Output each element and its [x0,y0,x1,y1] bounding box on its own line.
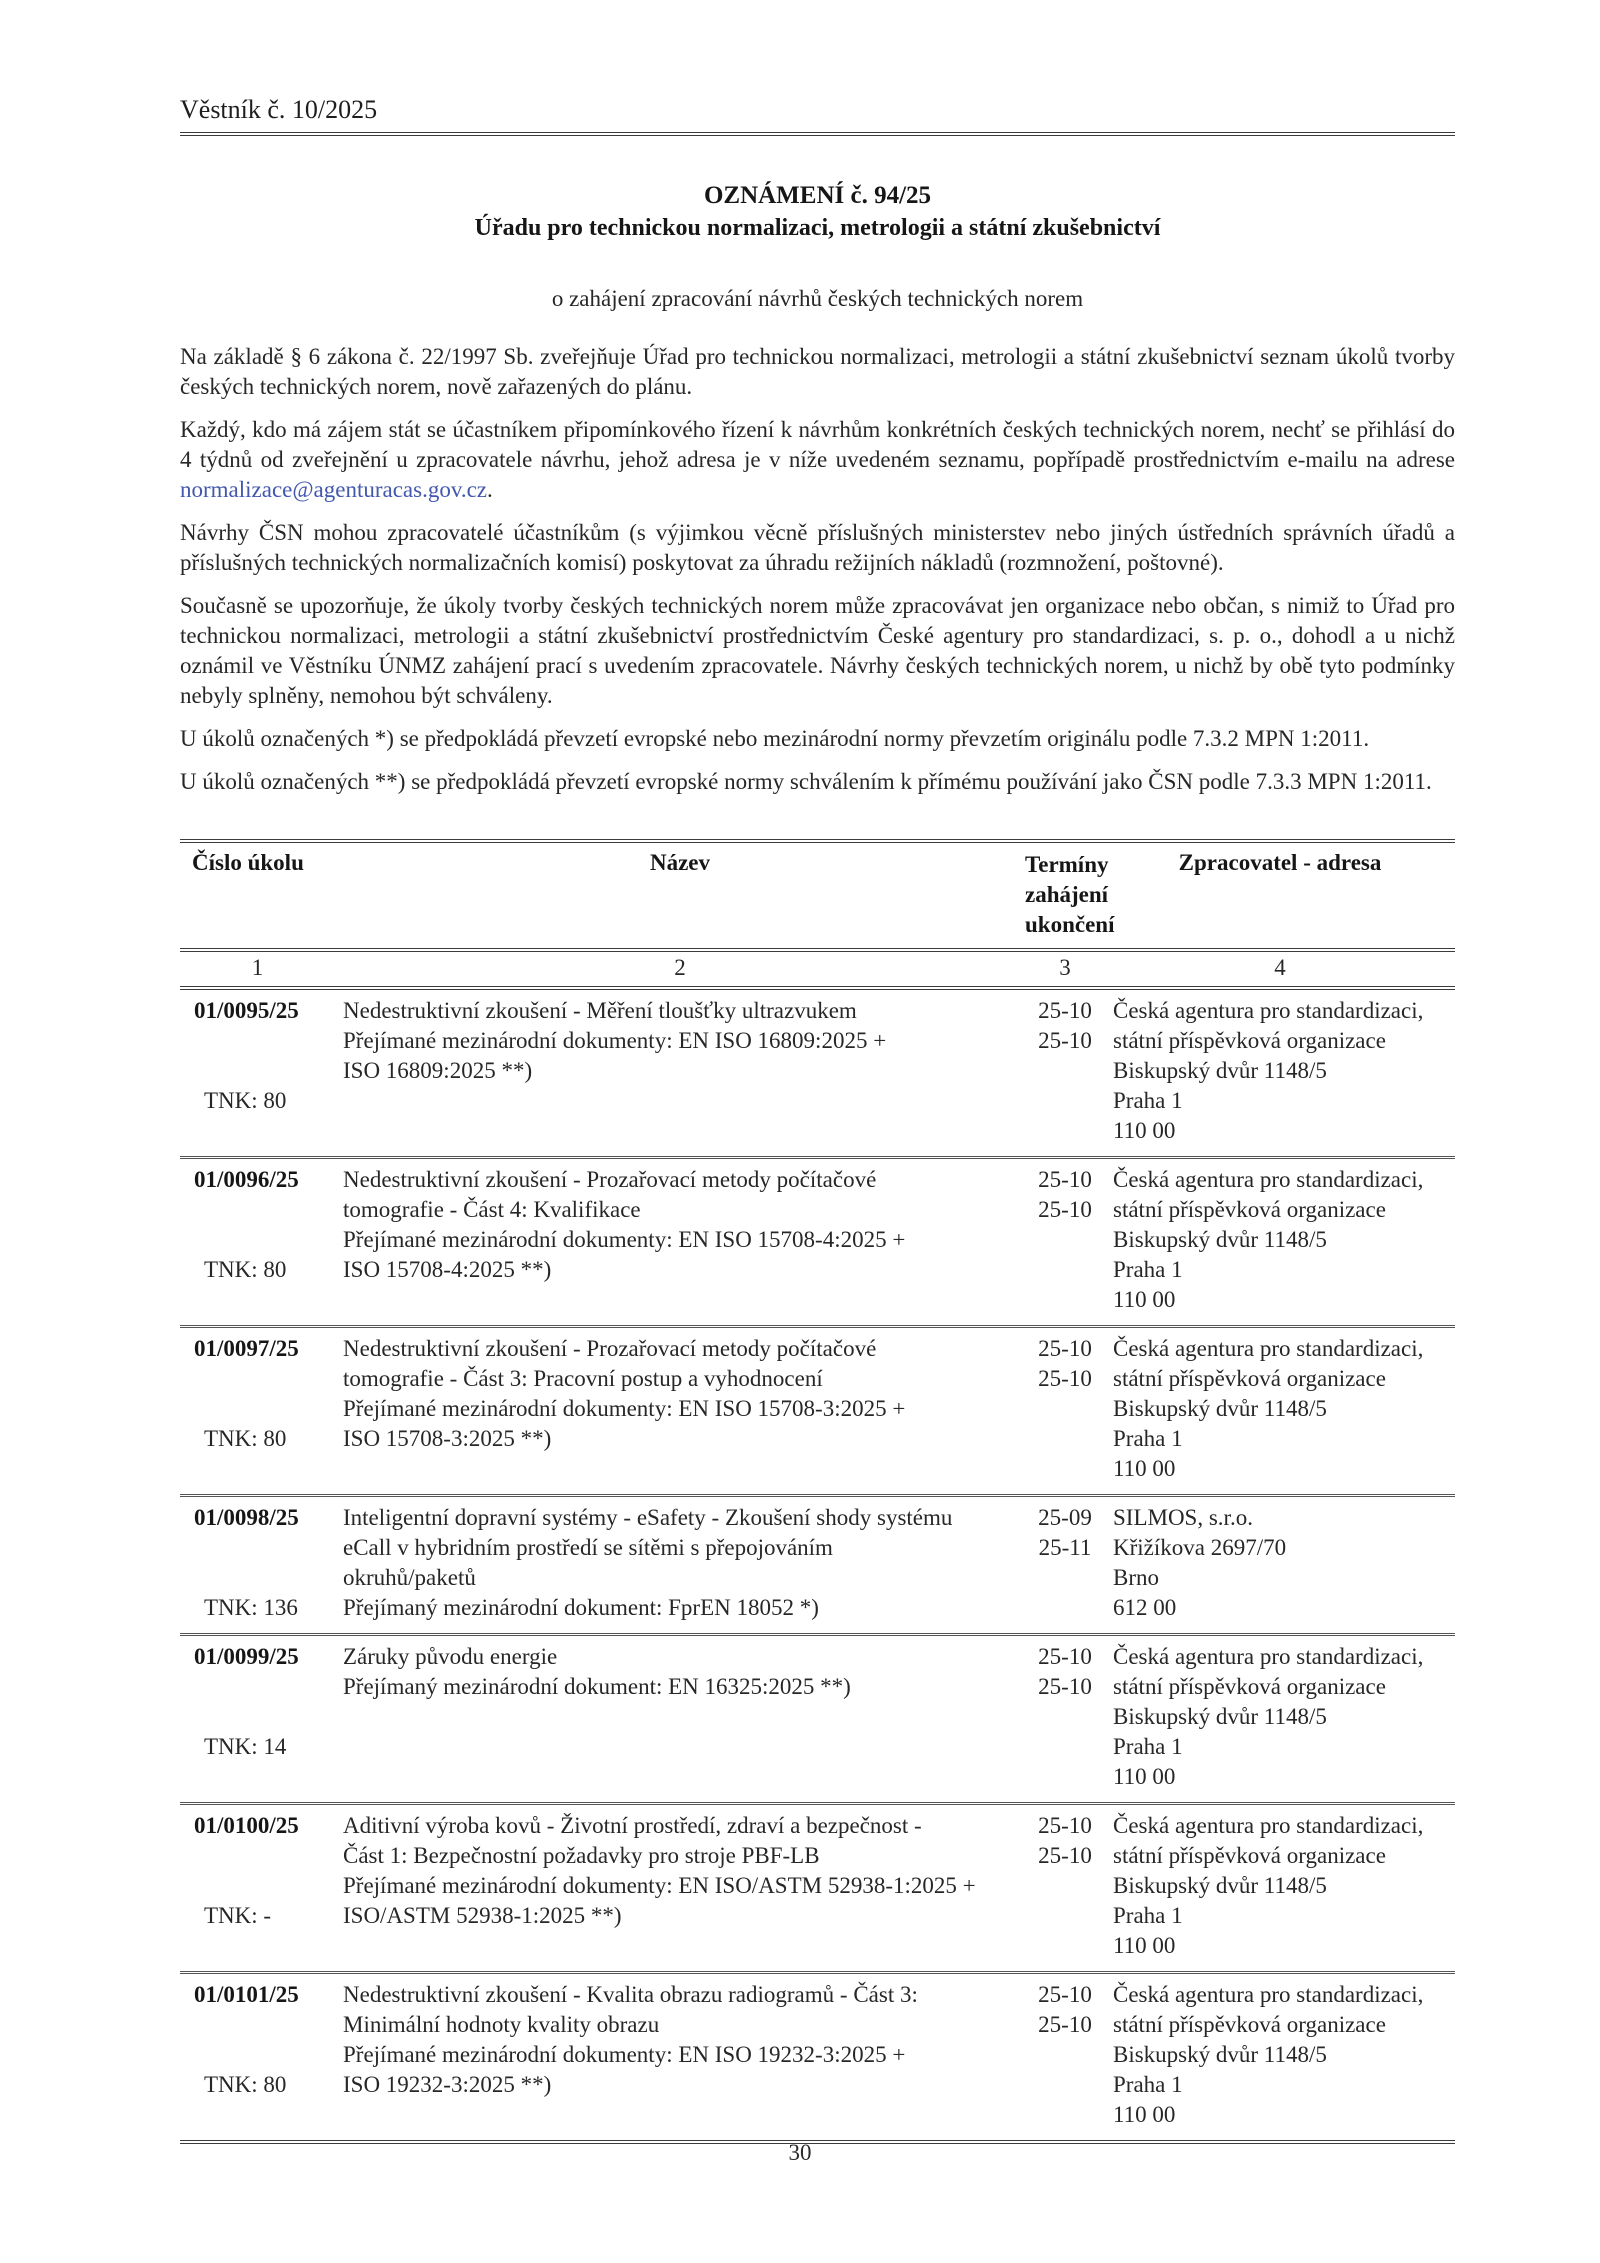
name-line: Nedestruktivní zkoušení - Prozařovací metody počítačové [343,1167,877,1192]
tnk-committee: TNK: 136 [204,1595,298,1620]
task-number: 01/0097/25 [194,1336,299,1361]
address-line: Česká agentura pro standardizaci, [1113,1167,1424,1192]
address-cell [1105,1974,1455,2140]
name-cell [335,1636,1025,1802]
term-line: 25-10 [1038,1028,1092,1053]
address-line: Praha 1 [1113,1903,1183,1928]
tnk-committee: TNK: 14 [204,1734,287,1759]
header-processor-address: Zpracovatel - adresa [1178,850,1382,875]
address-line: Biskupský dvůr 1148/5 [1113,1873,1327,1898]
terms-cell [1025,1497,1105,1633]
name-line: okruhů/paketů [343,1565,476,1590]
address-line: Biskupský dvůr 1148/5 [1113,1396,1327,1421]
table-row [180,1159,1455,1328]
name-line: Nedestruktivní zkoušení - Prozařovací metody počítačové [343,1336,877,1361]
name-line: ISO 19232-3:2025 **) [343,2072,552,2097]
header-name: Název [649,850,711,875]
address-line: Česká agentura pro standardizaci, [1113,1982,1424,2007]
table-row [180,990,1455,1159]
name-line: Záruky původu energie [343,1644,558,1669]
term-line: 25-10 [1038,1843,1092,1868]
name-line: Přejímané mezinárodní dokumenty: EN ISO/ASTM 52938-1:2025 + [343,1873,976,1898]
tnk-committee: TNK: 80 [204,1426,287,1451]
header-terms-line: zahájení [1025,882,1109,907]
terms-cell [1025,1805,1105,1971]
name-line: Minimální hodnoty kvality obrazu [343,2012,660,2037]
tasks-table [180,839,1455,2144]
column-number: 4 [1274,955,1286,980]
name-line: eCall v hybridním prostředí se sítěmi s přepojováním [343,1535,833,1560]
name-cell [335,990,1025,1156]
paragraph-legal-basis: Na základě § 6 zákona č. 22/1997 Sb. zveřejňuje Úřad pro technickou normalizaci, metrologii a státní zkušebnictví seznam úkolů tvorby českých technických norem, nově zařazených do plánu. [180,344,1455,399]
task-cell [180,990,335,1156]
masthead-title: Věstník č. 10/2025 [180,95,378,124]
address-line: státní příspěvková organizace [1113,1366,1386,1391]
tnk-committee: TNK: 80 [204,2072,287,2097]
paragraph-double-asterisk-note: U úkolů označených **) se předpokládá převzetí evropské normy schválením k přímému používání jako ČSN podle 7.3.3 MPN 1:2011. [180,769,1432,794]
name-cell [335,1805,1025,1971]
term-line: 25-09 [1038,1505,1092,1530]
name-line: Přejímaný mezinárodní dokument: EN 16325:2025 **) [343,1674,851,1699]
name-cell [335,1497,1025,1633]
terms-cell [1025,990,1105,1156]
masthead-rule [180,132,1455,136]
paragraph-asterisk-note: U úkolů označených *) se předpokládá převzetí evropské nebo mezinárodní normy převzetím originálu podle 7.3.2 MPN 1:2011. [180,726,1370,751]
task-number: 01/0095/25 [194,998,299,1023]
name-line: Inteligentní dopravní systémy - eSafety - Zkoušení shody systému [343,1505,953,1530]
term-line: 25-10 [1038,1197,1092,1222]
term-line: 25-10 [1038,1167,1092,1192]
address-line: Česká agentura pro standardizaci, [1113,1813,1424,1838]
terms-cell [1025,1974,1105,2140]
name-line: ISO 16809:2025 **) [343,1058,533,1083]
terms-cell [1025,1159,1105,1325]
task-cell [180,1805,335,1971]
address-cell [1105,1328,1455,1494]
table-row [180,1328,1455,1497]
address-line: státní příspěvková organizace [1113,1674,1386,1699]
address-line: Křižíkova 2697/70 [1113,1535,1287,1560]
column-number: 3 [1059,955,1071,980]
address-line: státní příspěvková organizace [1113,1028,1386,1053]
name-cell [335,1974,1025,2140]
task-number: 01/0098/25 [194,1505,299,1530]
table-row [180,1497,1455,1636]
address-line: státní příspěvková organizace [1113,1843,1386,1868]
task-number: 01/0100/25 [194,1813,299,1838]
address-line: Praha 1 [1113,1734,1183,1759]
page-number: 30 [788,2140,812,2165]
term-line: 25-11 [1038,1535,1092,1560]
name-line: Nedestruktivní zkoušení - Kvalita obrazu radiogramů - Část 3: [343,1982,918,2007]
tnk-committee: TNK: 80 [204,1088,287,1113]
address-line: Praha 1 [1113,1426,1183,1451]
address-line: 110 00 [1113,1287,1176,1312]
address-cell [1105,990,1455,1156]
address-line: 110 00 [1113,2102,1176,2127]
name-line: tomografie - Část 4: Kvalifikace [343,1197,641,1222]
term-line: 25-10 [1038,998,1092,1023]
term-line: 25-10 [1038,1813,1092,1838]
task-cell [180,1328,335,1494]
table-header-row [180,843,1455,952]
task-number: 01/0099/25 [194,1644,299,1669]
name-line: Část 1: Bezpečnostní požadavky pro stroje PBF-LB [343,1843,820,1868]
address-line: Česká agentura pro standardizaci, [1113,998,1424,1023]
paragraph-processing-conditions: Současně se upozorňuje, že úkoly tvorby českých technických norem může zpracovávat jen organizace nebo občan, s nimiž to Úřad pro technickou normalizaci, metrologii a státní zkušebnictví prostřednictvím České agentury pro standardizaci, s. p. o., dohodl a u nichž oznámil ve Věstníku ÚNMZ zahájení prací s uvedením zpracovatele. Návrhy českých technických norem, u nichž by obě tyto podmínky nebyly splněny, nemohou být schváleny. [180,593,1455,708]
task-cell [180,1159,335,1325]
name-line: tomografie - Část 3: Pracovní postup a vyhodnocení [343,1366,823,1391]
address-line: státní příspěvková organizace [1113,1197,1386,1222]
paragraph-participation [180,415,1455,505]
header-terms-line: Termíny [1025,852,1109,877]
column-number-row [180,952,1455,990]
term-line: 25-10 [1038,1336,1092,1361]
term-line: 25-10 [1038,1644,1092,1669]
address-line: státní příspěvková organizace [1113,2012,1386,2037]
notice-subject: o zahájení zpracování návrhů českých technických norem [551,286,1084,311]
name-line: Přejímané mezinárodní dokumenty: EN ISO 16809:2025 + [343,1028,887,1053]
address-cell [1105,1159,1455,1325]
table-row [180,1974,1455,2140]
task-cell [180,1636,335,1802]
address-line: Biskupský dvůr 1148/5 [1113,1227,1327,1252]
address-cell [1105,1805,1455,1971]
term-line: 25-10 [1038,1674,1092,1699]
table-row [180,1805,1455,1974]
term-line: 25-10 [1038,1982,1092,2007]
table-row [180,1636,1455,1805]
header-terms [1025,850,1115,940]
paragraph-drafts-csn: Návrhy ČSN mohou zpracovatelé účastníkům (s výjimkou věcně příslušných ministerstev nebo jiných ústředních správních úřadů a příslušných technických normalizačních komisí) poskytovat za úhradu režijních nákladů (rozmnožení, poštovné). [180,520,1455,575]
task-cell [180,1497,335,1633]
name-line: Přejímané mezinárodní dokumenty: EN ISO 15708-4:2025 + [343,1227,906,1252]
address-line: Česká agentura pro standardizaci, [1113,1644,1424,1669]
name-cell [335,1328,1025,1494]
task-number: 01/0096/25 [194,1167,299,1192]
task-number: 01/0101/25 [194,1982,299,2007]
table-body [180,990,1455,2144]
address-line: Brno [1113,1565,1159,1590]
column-number: 2 [674,955,686,980]
address-line: 612 00 [1113,1595,1177,1620]
address-cell [1105,1636,1455,1802]
address-line: 110 00 [1113,1118,1176,1143]
address-line: 110 00 [1113,1764,1176,1789]
name-line: ISO 15708-3:2025 **) [343,1426,552,1451]
tnk-committee: TNK: - [204,1903,272,1928]
address-line: Biskupský dvůr 1148/5 [1113,1058,1327,1083]
name-line: Přejímaný mezinárodní dokument: FprEN 18052 *) [343,1595,819,1620]
terms-cell [1025,1636,1105,1802]
notice-title-block [180,182,1455,312]
paragraph-participation-period: . [487,477,493,502]
name-line: ISO 15708-4:2025 **) [343,1257,552,1282]
term-line: 25-10 [1038,1366,1092,1391]
name-line: Aditivní výroba kovů - Životní prostředí, zdraví a bezpečnost - [343,1813,922,1838]
address-line: Česká agentura pro standardizaci, [1113,1336,1424,1361]
address-line: SILMOS, s.r.o. [1113,1505,1253,1530]
address-line: Biskupský dvůr 1148/5 [1113,1704,1327,1729]
address-line: 110 00 [1113,1933,1176,1958]
task-cell [180,1974,335,2140]
column-number: 1 [251,955,264,980]
term-line: 25-10 [1038,2012,1092,2037]
notice-authority: Úřadu pro technickou normalizaci, metrologii a státní zkušebnictví [474,215,1161,241]
name-line: ISO/ASTM 52938-1:2025 **) [343,1903,622,1928]
name-line: Přejímané mezinárodní dokumenty: EN ISO 15708-3:2025 + [343,1396,906,1421]
header-task-number: Číslo úkolu [192,850,304,875]
terms-cell [1025,1328,1105,1494]
name-line: Nedestruktivní zkoušení - Měření tloušťky ultrazvukem [343,998,857,1023]
address-line: 110 00 [1113,1456,1176,1481]
paragraph-participation-text: Každý, kdo má zájem stát se účastníkem připomínkového řízení k návrhům konkrétních českých technických norem, nechť se přihlásí do 4 týdnů od zveřejnění u zpracovatele návrhu, jehož adresa je v níže uvedeném seznamu, popřípadě prostřednictvím e-mailu na adrese [180,417,1455,472]
header-terms-line: ukončení [1025,912,1115,937]
name-cell [335,1159,1025,1325]
address-cell [1105,1497,1455,1633]
tnk-committee: TNK: 80 [204,1257,287,1282]
address-line: Praha 1 [1113,2072,1183,2097]
name-line: Přejímané mezinárodní dokumenty: EN ISO 19232-3:2025 + [343,2042,906,2067]
address-line: Praha 1 [1113,1088,1183,1113]
email-link[interactable]: normalizace@agenturacas.gov.cz [180,477,488,502]
address-line: Praha 1 [1113,1257,1183,1282]
address-line: Biskupský dvůr 1148/5 [1113,2042,1327,2067]
notice-number-title: OZNÁMENÍ č. 94/25 [703,182,932,209]
